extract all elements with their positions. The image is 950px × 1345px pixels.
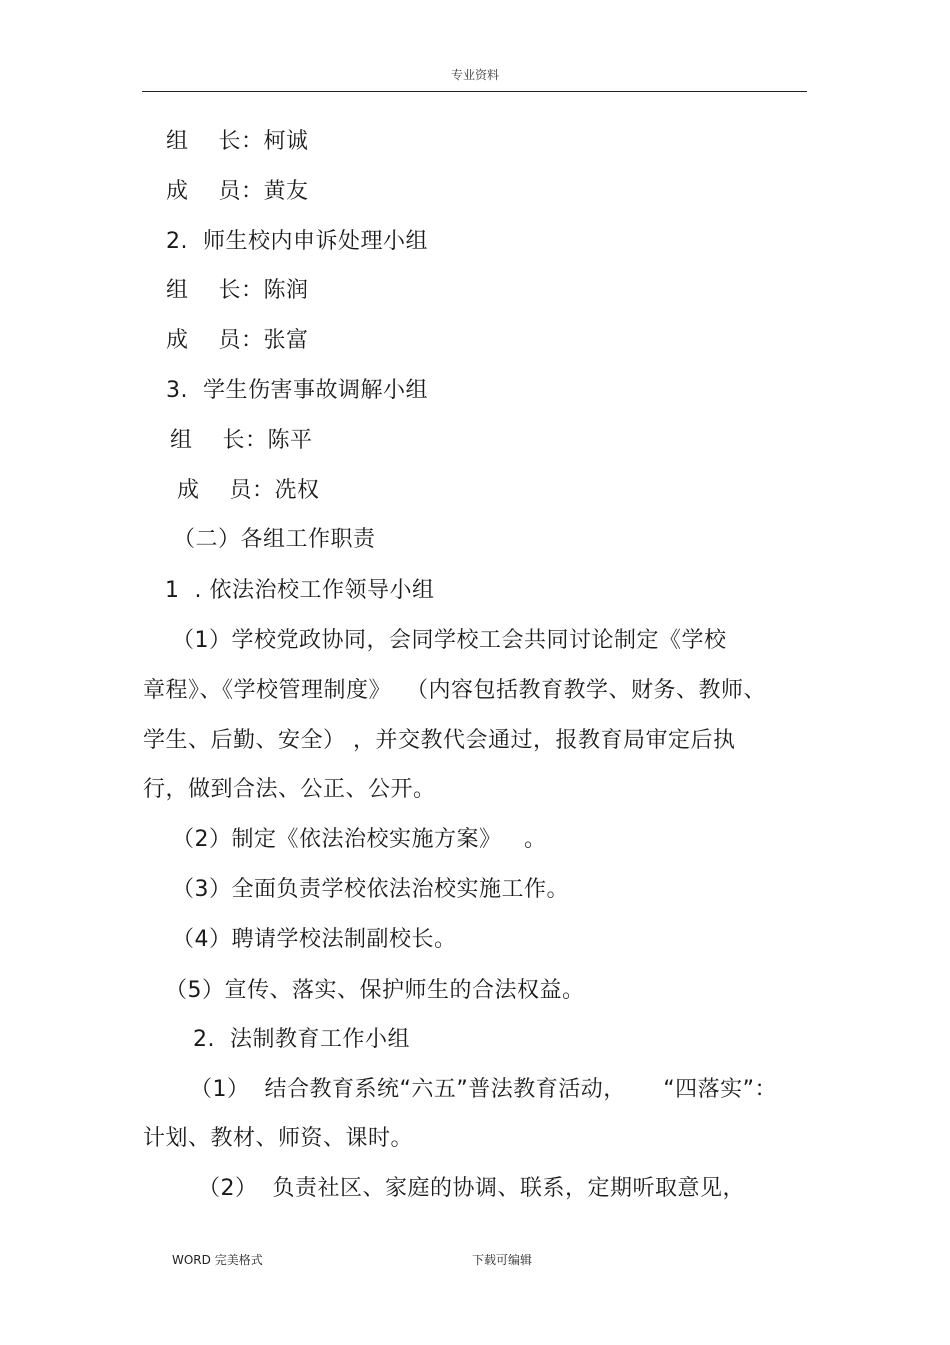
text-line: （1） 结合教育系统“六五”普法教育活动， “四落实”： bbox=[190, 1077, 778, 1102]
text-line: （5）宣传、落实、保护师生的合法权益。 bbox=[165, 978, 585, 1003]
text-line: 行，做到合法、公正、公开。 bbox=[143, 777, 436, 802]
text-line: （3）全面负责学校依法治校实施工作。 bbox=[172, 877, 569, 902]
header-title: 专业资料 bbox=[450, 68, 499, 82]
text-line: （1）学校党政协同，会同学校工会共同讨论制定《学校 bbox=[172, 628, 727, 653]
text-line: 3. 学生伤害事故调解小组 bbox=[166, 378, 428, 403]
footer-center: 下载可编辑 bbox=[472, 1253, 533, 1267]
text-line: 计划、教材、师资、课时。 bbox=[143, 1126, 414, 1151]
footer-left: WORD 完美格式 bbox=[172, 1253, 263, 1267]
text-line: 章程》、《学校管理制度》 （内容包括教育教学、财务、教师、 bbox=[143, 678, 766, 703]
text-line: （4）聘请学校法制副校长。 bbox=[172, 927, 457, 952]
text-line: 组 长：陈润 bbox=[166, 278, 309, 303]
text-line: 成 员：黄友 bbox=[166, 179, 309, 204]
text-line: 组 长：柯诚 bbox=[166, 129, 309, 154]
text-line: （2） 负责社区、家庭的协调、联系，定期听取意见， bbox=[198, 1176, 745, 1201]
text-line: 组 长：陈平 bbox=[170, 428, 313, 453]
text-line: 2. 师生校内申诉处理小组 bbox=[166, 229, 428, 254]
header-divider bbox=[142, 91, 807, 92]
text-line: 成 员：冼权 bbox=[177, 478, 320, 503]
text-line: 2. 法制教育工作小组 bbox=[193, 1027, 410, 1052]
text-line: （2）制定《依法治校实施方案》 。 bbox=[172, 827, 547, 852]
text-line: （二）各组工作职责 bbox=[173, 527, 376, 552]
text-line: 学生、后勤、安全） ，并交教代会通过，报教育局审定后执 bbox=[143, 728, 736, 753]
text-line: 成 员：张富 bbox=[166, 328, 309, 353]
text-line: 1 . 依法治校工作领导小组 bbox=[165, 578, 435, 603]
